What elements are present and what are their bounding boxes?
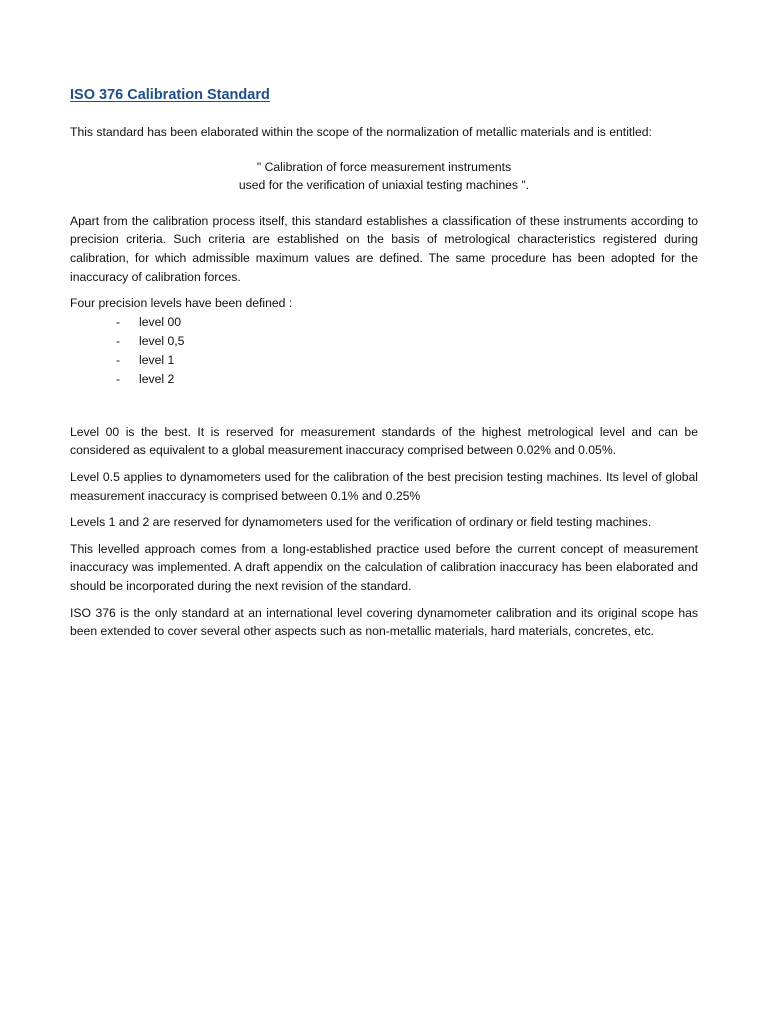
list-item xyxy=(70,332,698,351)
scope-paragraph: ISO 376 is the only standard at an international level covering dynamometer calibration and its original scope has been extended to cover several other aspects such as non-metallic materials, hard materials, concretes, etc. xyxy=(70,605,698,639)
list-item-label: level 2 xyxy=(139,371,175,386)
list-item-label: level 1 xyxy=(139,352,175,367)
document-page xyxy=(70,84,698,649)
levels-intro: Four precision levels have been defined : xyxy=(70,296,293,311)
list-dash: - xyxy=(116,314,121,329)
list-dash: - xyxy=(116,352,121,367)
list-item xyxy=(70,351,698,370)
precision-levels-list xyxy=(70,313,698,389)
list-item xyxy=(70,370,698,389)
document-title: ISO 376 Calibration Standard xyxy=(70,87,270,103)
list-item-label: level 00 xyxy=(139,314,182,329)
classification-paragraph: Apart from the calibration process itself, this standard establishes a classification of these instruments according to precision criteria. Such criteria are established on the basis of metrological characteristics registered during calibration, for which admissible maximum values are defined. The same procedure has been adopted for the inaccuracy of calibration forces. xyxy=(70,213,698,284)
level05-paragraph: Level 0.5 applies to dynamometers used for the calibration of the best precision testing machines. Its level of global measurement inaccuracy is comprised between 0.1% and 0.25% xyxy=(70,469,698,503)
approach-paragraph: This levelled approach comes from a long-established practice used before the current concept of measurement inaccuracy was implemented. A draft appendix on the calculation of calibration inaccuracy has been elaborated and should be incorporated during the next revision of the standard. xyxy=(70,541,698,593)
quote-line-1: " Calibration of force measurement instruments xyxy=(256,159,512,174)
level00-paragraph: Level 00 is the best. It is reserved for measurement standards of the highest metrological level and can be considered as equivalent to a global measurement inaccuracy comprised between 0.02% and 0.05%. xyxy=(70,424,698,458)
levels12-paragraph: Levels 1 and 2 are reserved for dynamometers used for the verification of ordinary or field testing machines. xyxy=(70,515,652,530)
list-item xyxy=(70,313,698,332)
intro-paragraph: This standard has been elaborated within the scope of the normalization of metallic materials and is entitled: xyxy=(70,125,652,139)
list-item-label: level 0,5 xyxy=(139,333,185,348)
list-dash: - xyxy=(116,371,121,386)
standard-entitled-quote xyxy=(70,158,698,195)
quote-line-2: used for the verification of uniaxial testing machines ". xyxy=(238,178,530,193)
list-dash: - xyxy=(116,333,121,348)
